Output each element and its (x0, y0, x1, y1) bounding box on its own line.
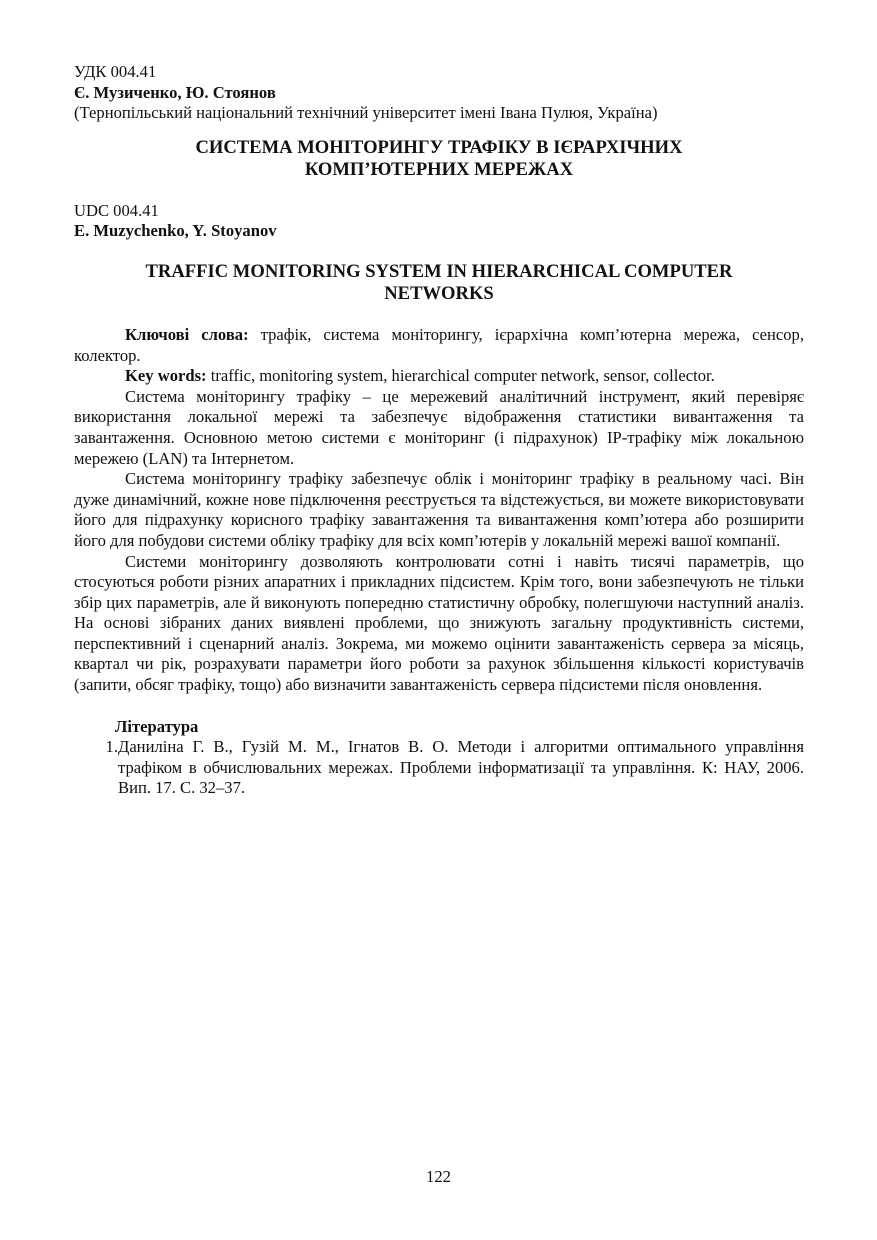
affiliation-ua: (Тернопільський національний технічний університет імені Івана Пулюя, Україна) (74, 103, 658, 123)
document-page (74, 62, 804, 799)
header-en (74, 201, 804, 242)
keywords-en (74, 366, 804, 387)
paragraph: Системи моніторингу дозволяють контролювати сотні і навіть тисячі параметрів, що стосуються роботи різних апаратних і прикладних підсистем. Крім того, вони забезпечують не тільки збір цих параметрів, але й виконують попередню статистичну обробку, полегшуючи наступний аналіз. На основі зібраних даних виявлені проблеми, що знижують загальну продуктивність системи, перспективний і сценарний аналіз. Зокрема, ми можемо оцінити завантаженість сервера за місяць, квартал чи рік, розрахувати параметри його роботи за рахунок збільшення кількості користувачів (запити, обсяг трафіку, тощо) або визначити завантаженість сервера підсистеми після оновлення. (74, 551, 804, 695)
references-heading: Література (115, 716, 199, 736)
reference-item (74, 737, 804, 799)
keywords-ua-text: трафік, система моніторингу, ієрархічна комп’ютерна мережа, сенсор, колектор. (74, 324, 804, 365)
reference-text: Даниліна Г. В., Гузій М. М., Ігнатов В. О. Методи і алгоритми оптимального управління трафіком в обчислювальних мережах. Проблеми інформатизації та управління. К: НАУ, 2006. Вип. 17. С. 32–37. (118, 737, 804, 798)
abstract-body (74, 325, 804, 696)
title-ua (74, 137, 804, 181)
title-ua-line2: КОМП’ЮТЕРНИХ МЕРЕЖАХ (304, 158, 574, 180)
title-ua-line1: СИСТЕМА МОНІТОРИНГУ ТРАФІКУ В ІЄРАРХІЧНИХ (195, 136, 683, 158)
title-en-line1: TRAFFIC MONITORING SYSTEM IN HIERARCHICAL COMPUTER (145, 260, 733, 282)
udc-en: UDC 004.41 (74, 200, 159, 220)
paragraph: Система моніторингу трафіку забезпечує облік і моніторинг трафіку в реальному часі. Він дуже динамічний, кожне нове підключення реєструється та відстежується, ви можете використовувати його для підрахунку корисного трафіку завантаження та вивантаження комп’ютера або розширити його для побудови системи обліку трафіку для всіх комп’ютерів у локальній мережі вашої компанії. (74, 469, 804, 550)
references-section (74, 717, 804, 799)
page-number: 122 (426, 1167, 451, 1186)
authors-ua: Є. Музиченко, Ю. Стоянов (74, 82, 276, 102)
keywords-ua (74, 325, 804, 366)
title-en-line2: NETWORKS (384, 282, 494, 304)
paragraph: Система моніторингу трафіку – це мережевий аналітичний інструмент, який перевіряє використання локальної мережі та забезпечує відображення статистики вивантаження та завантаження. Основною метою системи є моніторинг (і підрахунок) IP-трафіку між локальною мережею (LAN) та Інтернетом. (74, 386, 804, 468)
reference-number: 1. (105, 737, 118, 757)
title-en (74, 261, 804, 305)
authors-en: E. Muzychenko, Y. Stoyanov (74, 221, 277, 241)
keywords-en-text: traffic, monitoring system, hierarchical computer network, sensor, collector. (206, 366, 715, 386)
udc-ua: УДК 004.41 (74, 62, 157, 81)
keywords-ua-label: Ключові слова: (125, 324, 249, 344)
keywords-en-label: Key words: (125, 366, 207, 386)
header-ua (74, 62, 804, 124)
